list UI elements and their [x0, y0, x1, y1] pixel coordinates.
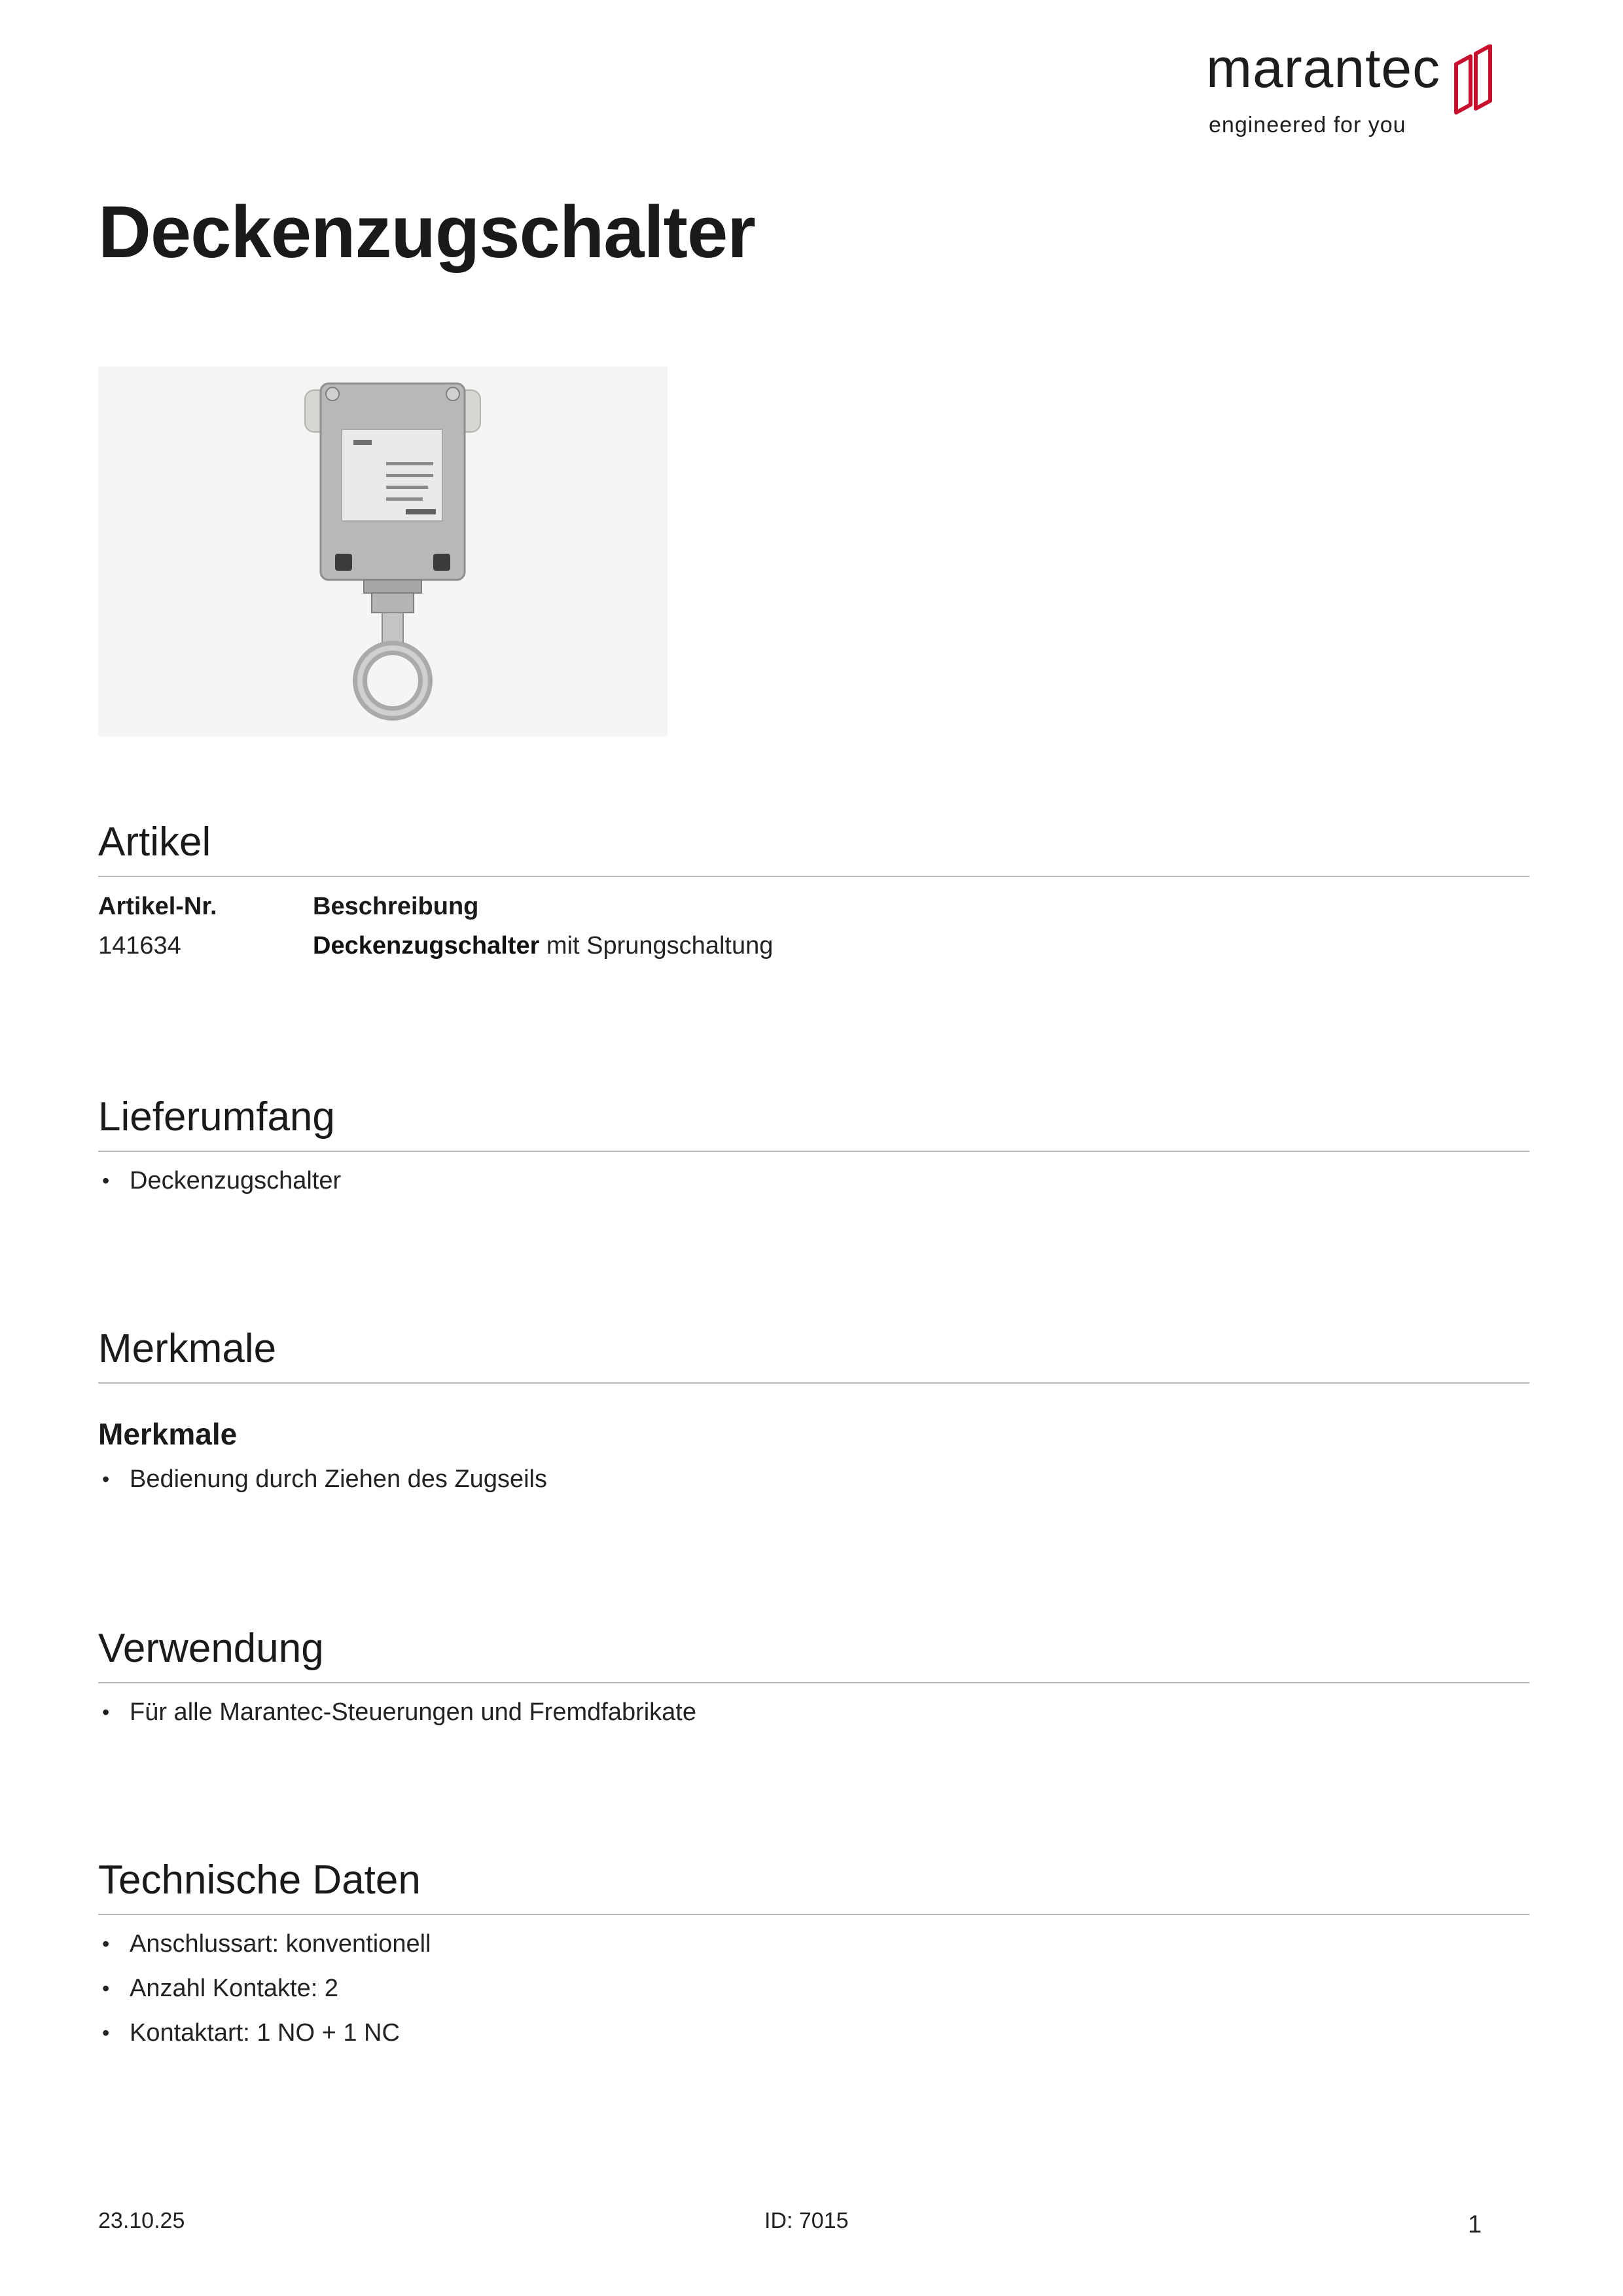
subheading-merkmale: Merkmale — [98, 1417, 238, 1451]
list-item: • Kontaktart: 1 NO + 1 NC — [98, 2011, 431, 2055]
section-divider — [98, 1382, 1529, 1384]
column-header-beschreibung: Beschreibung — [313, 893, 479, 920]
list-item: • Bedienung durch Ziehen des Zugseils — [98, 1457, 547, 1501]
artikel-description — [313, 933, 773, 958]
artikel-number: 141634 — [98, 932, 181, 960]
logo-wordmark: marantec — [1206, 37, 1441, 99]
list-item: • Für alle Marantec-Steuerungen und Fremdfabrikate — [98, 1690, 696, 1734]
lieferumfang-list — [98, 1158, 341, 1203]
marantec-mark-icon — [1454, 45, 1499, 117]
list-item: • Anzahl Kontakte: 2 — [98, 1966, 431, 2011]
pull-switch-photo-icon — [98, 367, 668, 736]
section-heading-merkmale: Merkmale — [98, 1326, 277, 1371]
section-divider — [98, 1914, 1529, 1915]
column-header-artikel-nr: Artikel-Nr. — [98, 893, 217, 920]
description-bold: Deckenzugschalter — [313, 932, 540, 960]
footer-id: ID: 7015 — [764, 2208, 849, 2233]
section-heading-lieferumfang: Lieferumfang — [98, 1094, 335, 1139]
logo-tagline: engineered for you — [1209, 113, 1406, 137]
merkmale-list — [98, 1457, 547, 1501]
technische-daten-list — [98, 1922, 431, 2055]
list-item: • Anschlussart: konventionell — [98, 1922, 431, 1966]
list-item: • Deckenzugschalter — [98, 1158, 341, 1203]
verwendung-list — [98, 1690, 696, 1734]
section-divider — [98, 876, 1529, 877]
brand-logo — [1206, 37, 1507, 145]
section-divider — [98, 1682, 1529, 1683]
product-image — [98, 367, 668, 736]
page-title: Deckenzugschalter — [98, 191, 755, 273]
footer-date: 23.10.25 — [98, 2208, 185, 2233]
section-heading-artikel: Artikel — [98, 819, 211, 865]
page-number: 1 — [1468, 2211, 1482, 2238]
section-heading-technische-daten: Technische Daten — [98, 1857, 421, 1903]
section-divider — [98, 1151, 1529, 1152]
description-rest: mit Sprungschaltung — [539, 932, 774, 960]
section-heading-verwendung: Verwendung — [98, 1626, 324, 1671]
